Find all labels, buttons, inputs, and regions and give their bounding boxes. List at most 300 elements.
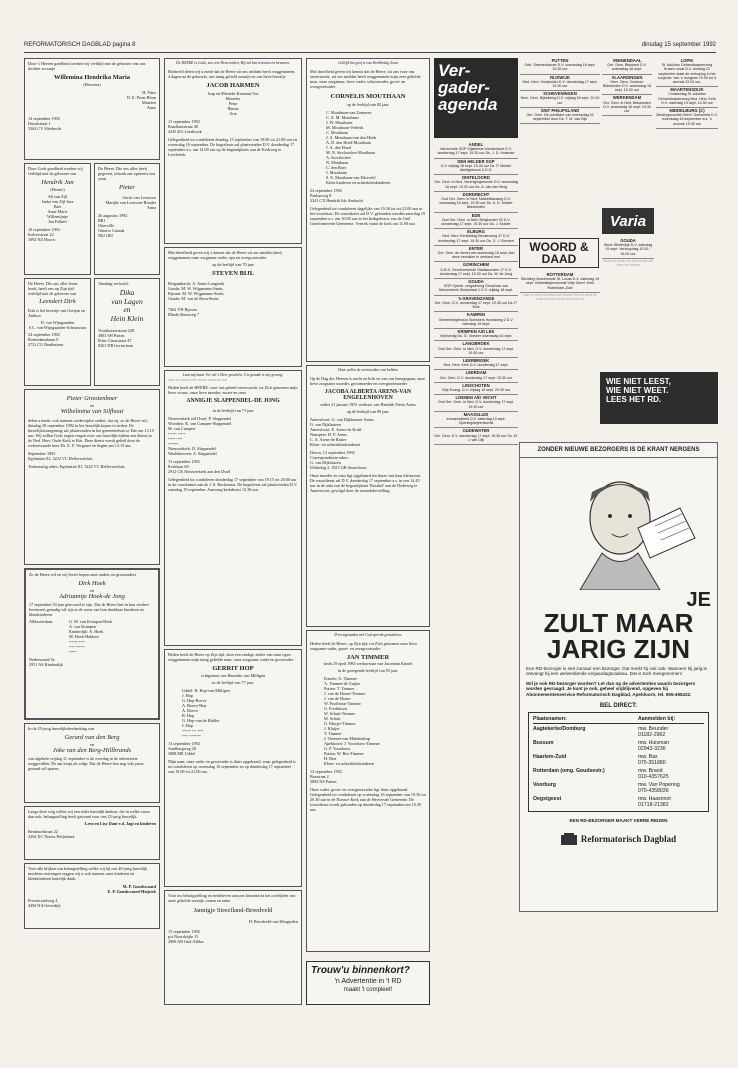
parent-line: H. Prins: [142, 89, 156, 95]
family-line: Mieneke: [225, 96, 241, 101]
family-line: Anna: [146, 204, 156, 210]
thanks-text: Langs deze weg willen wij een ieder hartelijk danken, die in welke vorm dan ook, belangstelling heeft getoond voor ons 25-jarig huwelijk.: [28, 809, 150, 819]
obituary-details: Gelegenheid tot condoleren dagelijks van 19.30 tot tot 21.00 uur in het woonhuis. De rouwdienst zal D.V. gehouden worden zaterdag 19 september a.s. om 10.00 uur in het kerkgebouw van de Oud Gereformeerde Gemeente. Vertrek vanaf de kerk om 11.00 uur.: [310, 206, 426, 226]
birth-nickname: (Henrie): [50, 186, 65, 192]
ad-headline-line: ZULT MAAR: [543, 608, 694, 638]
address-line: 3363 CV Sliedrecht: [28, 125, 62, 131]
address-line: Correspondentie-adres:: [310, 454, 350, 460]
address-line: 7462 VH Rijssen: [168, 306, 197, 312]
agenda-entry: [520, 75, 600, 92]
obituary-quote: Laat mij maar Uw wil o Heer geschiën, Uw genade is mij genoeg.: [182, 373, 284, 377]
obituary-arens: [306, 365, 430, 627]
agenda-place: KRIMPEN A/D LEK: [457, 328, 495, 334]
obituary-details: Onze vader, groot- en overgrootvader ligt thuis opgebaard. Gelegenheid tot condoleren op woensdag 16 september van 19.30 tot 20.30 uur in de Nieuwe Kerk aan de Herversde Gemeente. De rouwdienst wordt gehouden op donderdag 17 september om 10.30 uur.: [310, 787, 426, 812]
agenda-place: LEERBROEK: [462, 357, 490, 363]
agenda-entry: [434, 329, 518, 341]
address-line: Prins Clausstraat 47: [98, 338, 132, 343]
agenda-entry: [602, 75, 652, 96]
obituary-timmer: [306, 630, 430, 952]
row-phone: 070-4358036: [638, 788, 669, 795]
obituary-steven-bijl: [164, 247, 302, 367]
birth-name: Pieter: [119, 184, 135, 191]
agenda-details: Ned. Herv. Oostpolder D.V. donderdag 17 sept. 19.30 uur: [522, 79, 598, 89]
obituary-date: 12 september 1992: [310, 769, 342, 774]
obituary-text: Met droefheid geven wij kennis dat de Heere, tot ons voor ons onverwacht, uit ons midden heeft weggenomen mijn zeer geliefde man, onze zorgzame, lieve vader, schoonvader, groot- en overgrootvader: [310, 68, 421, 89]
family-line: J. A. Mouthaan-van den Hoek: [326, 135, 377, 140]
family-line: Apeldoorn: J. Voordouw-Timmer: [324, 741, 380, 746]
family-line: Waddinxveen: A. Slappendel: [168, 450, 217, 456]
correction-text: van algehele vrijdag 11 september is de overdag in de advertentie weggevallen. De am loopt als volgt: Dat de Heere hen nog vele jaren gezond wil sparen.: [28, 756, 144, 771]
engagement-announcement: [94, 278, 160, 386]
family-line: Putten: T. Timmer: [324, 686, 355, 691]
row-contact: mw. Van Popering: [638, 782, 680, 789]
agenda-details: Ger. Gem. D.V. donderdag 17 sept. 19.30 uur Ds. M. J. van Dijk: [434, 433, 518, 442]
page-header: [24, 42, 716, 53]
trouw-advertisement: [306, 961, 430, 1005]
correction-intro: In de 25-jarig huwelijksherdenking van: [28, 726, 95, 731]
agenda-entry: [434, 279, 518, 296]
banner-line: LEES HET RD.: [606, 395, 662, 404]
birth-intro: De Heere, Die ons aller leven heeft, heeft ons op Zijn tijd verblijd met de geboorte van: [28, 281, 78, 296]
obituary-details: Gelegenheid tot condoleren dinsdag 15 september van 19.00 tot 21.00 uur en woensdag 16 september. De begrafenis zal plaatsvinden D.V. donderdag 17 september a.s. om 14.00 uur op de begraafplaats aan de Kerkweg te Leerbroek.: [168, 137, 297, 157]
family-line: H. Bert: [324, 756, 337, 761]
family-line: J. Kluijer: [324, 726, 340, 731]
column-1: [24, 58, 160, 932]
agenda-place: GOUDA: [620, 238, 636, 243]
family-line: W. Poolthaus-Timmer: [324, 701, 361, 706]
family-line: Arie: [229, 111, 237, 116]
trouw-title: Trouw'u binnenkort?: [311, 965, 410, 976]
page-header-right: dinsdag 15 september 1992: [641, 42, 716, 48]
obituary-details: Onze moeder en oma ligt opgebaard ten huize van haar kleinzoon. De rouwdienst zal D.V. donderdag 17 september a.s. in een 14.45 uur in de aula van de begraafplaats 'Rusthof' aan de Dodeweg te Amersfoort, gevolgd door de teraardebestelling.: [310, 472, 422, 493]
agenda-details: Zendingscomité Geref. Gemeente D.V. woensdag 16 september a.s. 's avonds 19.30 uur: [656, 113, 718, 126]
address-line: 3882 NS Putten: [310, 779, 337, 784]
agenda-details: Vrije Evang. D.V. vrijdag 18 sept. 20.00 uur: [441, 387, 511, 392]
family-line: Gouda: M. van de Born-Smits: [168, 295, 219, 301]
husband-name: Gerard van den Berg: [64, 734, 120, 741]
family-line: Anne Marie: [47, 208, 68, 214]
ad-body: Een RD-bezorger is niet zomaar een bezorger. Dat merkt hij ook ook. Wanneer hij jarig is ontvangt hij een welverdiende verjaardagscadeau. Dat is toch meegenomen!: [526, 666, 707, 677]
banner-line: WIE NIET LEEST,: [606, 377, 671, 386]
family-line: M. Mouthaan-Verberk: [326, 125, 364, 130]
bezorger-illustration: [520, 458, 717, 590]
agenda-place: KAMPEN: [466, 312, 486, 318]
deceased-name: JACOB HARMEN: [206, 81, 260, 89]
agenda-place: VLAARDINGEN: [611, 74, 643, 80]
address-line: p/a Noordzijde 15: [168, 933, 199, 939]
engaged-name: van Lagen: [111, 296, 143, 306]
agenda-details: G.B.S. Gereformeerde Stadskunsten 17 D.V. donderdag 17 sept. 19.30 uur Ds. W. de Jong: [439, 267, 513, 276]
agenda-entry: [602, 58, 652, 75]
agenda-entry: [434, 213, 518, 230]
agenda-details: Herv. Gem. Bijbelkring D.V. vrijdag 18 sept. 20.00 uur: [520, 96, 600, 105]
family-line: Uddel: H. Hop-van Milligen: [182, 687, 230, 693]
family-line: Woerden: K. van Campen-Slappendel: [168, 420, 232, 426]
agenda-place: DORDRECHT: [462, 191, 490, 197]
family-line: Bart: [53, 203, 62, 209]
row-contact: mw. Brand: [638, 768, 663, 775]
agenda-details: Contactdag St. Adullam Gehandicaptenzorg Ned. Herv. Kerk D.V. zaterdag 19 sept. 14.30 uur: [658, 92, 716, 105]
family-line: Willemijntje: [47, 213, 68, 219]
agenda-entry: [520, 108, 600, 125]
agenda-place: MAARTENSDIJK: [670, 87, 704, 93]
agenda-details: Geb. Steenenkamer D.V. woensdag 16 sept. 19.30 uur: [524, 63, 596, 72]
agenda-details: St. Adullam Gehandicaptenzorg Kraam u/ook D.V. dondag 22 september staat de verkoping in het zorghuis. Van 's morgens 10.00 tot 's avonds 22.00 uur.: [657, 63, 717, 85]
birth-announcement-2: [24, 163, 91, 275]
agenda-entry: [434, 383, 518, 395]
column-2: [164, 58, 302, 1008]
agenda-details: Hervormde SGP Gijsbertus Voerkersloot D.V. donderdag 17 sept. 19.30 uur Ds. J. D. Huisman: [437, 147, 515, 156]
table-row: [533, 740, 704, 752]
birth-date: 26 augustus 1992: [98, 212, 128, 218]
address-line: 2951 AS Kinderdijk: [29, 662, 63, 667]
agenda-details: Huize Winterdijk D.V. zaterdag 19 sept. Verkoopdag 10.00 - 16.00 uur: [603, 243, 653, 256]
family-line: J. van de Hoorn-Timmer: [324, 691, 366, 696]
anniversary-correction: [24, 723, 160, 803]
family-line: J. W. Mouthaan: [326, 120, 353, 125]
obituary-age: op de leeftijd van 82 jaar.: [346, 102, 390, 107]
bride-name: Wilhelmina van Silfhout: [60, 407, 124, 415]
parent-line: D. E. Prins-Blom: [126, 94, 156, 100]
row-place: Rotterdam (omg. Goudsestr.): [533, 768, 605, 775]
table-header-place: Plaatsnamen:: [533, 716, 567, 723]
obituary-age: in de leeftijd van 77 jaar.: [212, 679, 254, 685]
thanks-date: 15 september 1992: [168, 928, 200, 934]
agenda-entry: [520, 272, 600, 293]
family-line: Nieuwerkerk a/d IJssel: P. Slappendel: [168, 415, 232, 421]
agenda-place: SINT PHILIPSLAND: [540, 107, 580, 113]
birth-announcement-4: [24, 278, 91, 386]
family-line: Marijke van Leeuwen-Bouder: [105, 199, 156, 205]
obituary-text: Heden heeft de HEERE, voor ons geheel onverwacht, tot Zich genomen mijn lieve vrouw, onze lieve moeder, zuster en oma: [168, 385, 298, 395]
address-line: Duvalstraat 1: [28, 120, 51, 126]
row-phone: 01718-21382: [638, 802, 669, 809]
agenda-entry: [656, 108, 718, 129]
address-line: Bernhardstraat 22: [28, 829, 58, 834]
ad-contact-table: [528, 712, 709, 812]
agenda-place: ROTTERDAM: [546, 272, 574, 277]
groom-name: Pieter Grootenboer: [66, 395, 118, 402]
engaged-name: Hein Klein: [110, 313, 144, 323]
agenda-entry: [434, 192, 518, 213]
address-line: 3881 SH Putten: [98, 333, 125, 338]
address-line: 4494 NA Geersdijk: [28, 903, 61, 908]
obituary-annigje: Laat mij maar Uw wil o Heer geschiën, Uw genade is mij genoeg. ▪▪▪▪▪ ▪▪▪ ▪▪▪▪▪▪▪ ▪▪▪▪ ▪▪▪▪▪▪▪ ▪▪▪▪▪▪ ▪▪▪ ▪▪▪▪ Heden heeft de HEERE, voor ons geheel onverwacht, tot Zich genomen mijn lieve vrouw, onze lieve moeder, zuster en oma ANNIGJE SLAPPENDEL-DE JONG in de leeftijd van 71 jaar Nieuwerkerk a/d IJssel: P. Slappendel Woerden: K. van Campen-Slappendel M. van Campen ▪▪▪▪▪▪ ▪▪▪▪▪ ▪▪▪▪▪ ▪▪▪▪ ▪▪▪▪▪▪▪ Nieuwerkerk: D. Slappendel Waddinxveen: A. Slappendel 13 september 1992 Kerklaan 60 2912 CK Nieuwerkerk aan den IJssel Gelegenheid tot condoleren donderdag 17 september van 19.15 tot 20.00 uur in de rouwkamer aan de J. S. Bachstraat. De begrafenis zal plaatsvinden D.V. zaterdag 19 september. Aanvang kerkdienst 13.30 uur.: [164, 370, 302, 646]
agenda-details: Oud Ger. Gem. in Ned. D.V. donderdag 17 sept. 19.30 uur: [437, 346, 515, 355]
family-line: J. Hop: [182, 722, 193, 728]
agenda-place: LINSCHOTEN: [462, 382, 490, 388]
agenda-entry: [434, 412, 518, 429]
family-line: W. Schuit-Timmer: [324, 711, 356, 716]
family-line: T. Timmer: [324, 731, 342, 736]
family-line: M. van Campen: [168, 425, 195, 431]
agenda-place: RIJSWIJK: [550, 74, 570, 80]
ad-slogan: EEN RD-BEZORGER MAAKT VERRE REIZEN: [569, 818, 668, 824]
agenda-details: Ger. Gem. D.V. donderdag 17 sept. 19.30 uur: [439, 375, 513, 380]
agenda-title-line: agenda: [438, 95, 498, 114]
agenda-place: SCHEVENINGEN: [543, 91, 577, 97]
rd-logo-icon: [561, 833, 577, 845]
agenda-details: Ger. Gem. D.V. donderdag 17 sept. 19.45 uur Ds. P. Blok: [434, 300, 518, 310]
family-line: Gouda: M. W. Wijgmanns-Smits: [168, 285, 223, 291]
banner-line: WIE NIET WEET.: [606, 386, 669, 395]
agenda-details: Ned. Herv. Kerkbidtag Beukenweg 37 D.V. donderdag 17 sept. 19.30 uur Ds. G. J. Boonen: [438, 234, 514, 243]
family-line: S. E. Mouthaan-van Eikeveld: [326, 175, 376, 180]
agenda-entry: [434, 262, 518, 279]
row-contact: mw. Huisman: [638, 740, 670, 747]
woord-en-daad-logo: WOORD & DAAD: [519, 238, 599, 268]
agenda-details: SGP Openb. vergadering Gesal kan van Nieuwerkerk Stolpstraat 1 D.V. vrijdag 18 sept.: [438, 284, 514, 293]
table-row: [533, 768, 704, 780]
obituary-date: 13 september 1992: [168, 119, 200, 124]
deceased-sub: echtgenoot van Hanneke van Milligen: [201, 672, 265, 678]
agenda-place: ANDEL: [468, 142, 484, 147]
birth-name: Hendrik Jan: [41, 179, 74, 186]
agenda-column-b: [520, 58, 600, 124]
row-place: Haarlem-Zuid: [533, 754, 567, 761]
family-line: C. Mouthaan-van Zomeren: [326, 110, 372, 115]
address-line: Kerklaan 60: [168, 463, 189, 469]
address-line: Blinde Bastiweg 7: [168, 311, 199, 317]
obituary-date: 14 september 1992: [168, 740, 200, 746]
address-line: Otterville: [98, 222, 115, 228]
row-place: Voorburg: [533, 782, 556, 789]
agenda-title-line: gader-: [438, 78, 490, 97]
birth-date: 14 september 1992: [28, 115, 60, 121]
agenda-entry: [434, 142, 518, 159]
agenda-entry: [602, 95, 652, 116]
family-line: A. Boeve-Hop: [182, 702, 207, 708]
agenda-place: DEN HELDER SGP: [457, 158, 495, 164]
obituary-text: Heden heeft de Heere op Zijn tijd, door een eindige ziekte van onze ogen weggenomen mijn innig geliefde man, onze zorgzame vader en grootvader: [168, 652, 294, 662]
thanks-names: Leen en Lisy Dam-v.d. Jagt en kinderen: [84, 821, 156, 826]
agenda-column-c: [656, 58, 718, 129]
agenda-entry: [602, 238, 654, 259]
obituary-text: Bedroefd delen wij u mede dat de Heere uit ons midden heeft weggenomen, 4 dagen na de geboorte, ons innig geliefd zoontje en ons lieve broertje: [168, 68, 296, 79]
obituary-gerrit-hop: Heden heeft de Heere op Zijn tijd, door een eindige ziekte van onze ogen weggenomen mijn innig geliefde man, onze zorgzame vader en grootvader GERRIT HOP echtgenoot van Hanneke van Milligen in de leeftijd van 77 jaar. Uddel: H. Hop-van Milligen J. Hop G. Hop-Boeve A. Boeve-Hop A. Boeve B. Hop G. Hop-van de Ridder J. Hop ▪▪▪▪▪▪ ▪▪▪ ▪▪▪▪ ▪▪▪▪ ▪▪▪▪▪▪▪▪ 14 september 1992 Aardbergweg 28 3888 ME Uddel Mijn man, onze vader en grootvader is thuis opgebaard, waar gelegenheid is tot condoleren op woensdag 16 september en op donderdag 17 september van 19.00 tot 21.00 uur.: [164, 649, 302, 887]
wedding-announcement: [24, 389, 160, 565]
anniversary-text: 17 september 50 jaar getrouwd te zijn. Dat de Heere hen in hun verdere levensreis genadig wil zijn is de wens van hun dankbare kinderen en kleinkinderen.: [29, 602, 149, 617]
thanks-signed: H. Breedveld-van Wingerden: [248, 918, 298, 924]
agenda-place: OUDEWATER: [462, 428, 490, 434]
engagement-pre: Vandaag verloofd:: [98, 281, 129, 286]
birth-sub: Erik is het broertje van Gertjan en Anthon.: [28, 307, 85, 318]
agenda-entry: [434, 341, 518, 358]
deceased-name: ANNIGJE SLAPPENDEL-DE JONG: [186, 398, 280, 404]
agenda-entry: [520, 91, 600, 108]
address-line: 3341 CX Hendrik Ido Ambacht: [310, 198, 363, 203]
deceased-name: STEVEN BIJL: [211, 270, 255, 277]
obituary-mouthaan: [306, 58, 430, 362]
address-line: 4245 KG Leerbroek: [168, 129, 202, 134]
agenda-details: Ned. Herv. Kerk D.V. donderdag 17 sept.: [443, 363, 509, 368]
agenda-details: Gemeentegebouw Sionskerk Hondsweg 2 D.V. zaterdag 19 sept.: [438, 317, 514, 326]
address-line: 2731 CG Benthuizen: [28, 341, 64, 347]
address-line: Winkelag 2, 3815 GB Amersfoort: [310, 464, 367, 470]
agenda-details: D.V. vrijdag 18 sept. 19.30 uur Ds. P. Mulder Jachtgebouw 0.O.G.: [440, 163, 512, 173]
obituary-details: Mijn man, onze vader en grootvader is thuis opgebaard, waar gelegenheid is tot condoleren op woensdag 16 september en op donderdag 17 september van 19.00 tot 21.00 uur.: [168, 758, 296, 774]
agenda-entry: [434, 296, 518, 313]
agenda-entry: [434, 246, 518, 263]
agenda-details: Oud Ger. Gem. in Ned. Marketstauweg D.V. woensdag 16 sept. 19.30 uur Ds. A. D. Mulder Bidstonden: [439, 197, 513, 210]
agenda-place: LOENEN A/D VECHT: [455, 395, 497, 401]
family-line: Janke van Zijl-Jara: [41, 198, 74, 204]
agenda-place: MIDDELBURG (C): [669, 108, 705, 114]
wedding-address: Egelantier 81, 3222 VC Hellevoetsluis: [28, 456, 93, 461]
family-line: M. Hoek-Hakkert: [69, 634, 99, 639]
birth-name: Leendert Dirk: [39, 298, 76, 305]
wife-name: Joke van den Berg-Hillbrands: [52, 746, 132, 754]
birth-intro: Door 's Heeren goedheid werden wij verblijd met de geboorte van ons dochter en zusje: [28, 61, 146, 71]
family-line: N. Mouthaan: [326, 160, 349, 165]
agenda-entry: [434, 312, 518, 329]
wife-name: Adriaantje Hoek-de Jong: [59, 592, 125, 600]
agenda-details: Oud Ger. Gem. in Ned. D.V. donderdag 17 sept. 19.30 uur: [437, 400, 515, 409]
obituary-quote: Geliefd het graf is van Kerkbodig Jezus: [337, 61, 399, 65]
family-line: S.C. van Wijngaarden-Schouwstra: [28, 324, 87, 330]
agenda-details: Immanuelkerk D.V. zaterdag 19 sept. Openingsbijeenkomst: [446, 416, 506, 426]
family-line: J. Mouthaan: [326, 170, 347, 175]
obituary-text: Heden heeft de Heere, op Zijn tijd, tot Zich genomen onze lieve zorgzame vader, groot- en overgrootvader: [310, 640, 418, 651]
address-line: Kalverstraat 22: [28, 231, 54, 237]
agenda-entry: [434, 370, 518, 382]
family-line: Ab van Zijl: [47, 193, 68, 199]
conjunction: en: [90, 587, 94, 593]
family-line: Putten: W. Bos-Timmer: [324, 751, 364, 756]
agenda-place: VEENENDAAL: [612, 58, 642, 63]
address-line: G. van Dijkhuizen: [310, 459, 341, 465]
wedding-text: delen u mede, ook namens wederzijdse ouders, dat zij, zo de Heere wil, dinsdag 29 september 1992 in het huwelijk hopen te treden. De huwelijksinzegening zal plaatsvinden in het gemeentehuis te Ede om 13.15 uur. Wij willen Gods zegen vragen over ons huwelijk tijdens een dienst in de Ned. Herv. Oude Kerk te Ede. Deze dienst wordt geleid door de weleerwaarde heer Ds. E. F. Vergunst en begint om 14.15 uur.: [28, 418, 154, 448]
birth-announcement-1: [24, 58, 160, 160]
family-line: M. N. Stockstoker-Mouthaan: [326, 150, 375, 155]
family-line: A. D. den Hoed-Mouthaan: [326, 140, 371, 145]
agenda-details: Ger. Gem. in Ned. Verenigingsruimte D.V. woensdag 16 sept. 19.30 uur Ds. A. van den Berg: [434, 180, 518, 189]
family-line: Bergambacht: A. Smits-Langerak: [168, 280, 225, 286]
obituary-age: in de gezegende leeftijd van 93 jaar.: [337, 668, 399, 673]
ad-headline-line: JE: [686, 589, 711, 611]
ad-call-heading: BEL DIRECT:: [599, 703, 638, 710]
conjunction: en: [90, 402, 94, 408]
family-line: G. P. Voordouw: [324, 746, 351, 751]
family-line: Jan Folkert: [48, 218, 67, 224]
family-line: Jaap en Mieneke Koeman-Vos: [207, 91, 259, 96]
place-label: Alblasserdam:: [29, 619, 54, 624]
engaged-name: Dika: [119, 288, 135, 297]
row-phone: 01182-2962: [638, 732, 666, 739]
table-row: [533, 754, 704, 766]
obituary-details: Gelegenheid tot condoleren donderdag 17 september van 19.15 tot 20.00 uur in de rouwkamer aan de J. S. Bachstraat. De begrafenis zal plaatsvinden D.V. zaterdag 19 september. Aanvang kerkdienst 13.30 uur.: [168, 476, 298, 492]
family-line: J. A. den Hoed: [326, 145, 351, 150]
birth-intro: De Heere, Die ons alles heeft gegeven, schonk ons opnieuw een zoon: [98, 166, 156, 181]
husband-name: Dirk Hoek: [78, 580, 106, 587]
address-line: 1092 NZ Hoorn: [28, 236, 55, 242]
row-phone: 02943-3236: [638, 746, 666, 753]
agenda-entry: [656, 58, 718, 87]
family-line: G. Kluijer-Timmer: [324, 721, 356, 726]
parent-line: Maarten: [142, 99, 156, 105]
agenda-place: MAASSLUIS: [463, 411, 489, 417]
agenda-details: Stichting IJsselmonde St. Lucas D.V. zaterdag 19 sept. Gebedsbijeenkomst Vrije Geref. Kerk Rotterdam-Zuid: [520, 277, 600, 290]
deceased-sub: sinds 29 april 1984 weduwnaar van Jacomina Knotel: [323, 661, 413, 666]
obituary-quote: De HEERE is Gods, zoo wie Hem zoeken, Hij zal hen troosten en bewaren.: [176, 61, 290, 65]
family-line: Bijsum: M. W. Wijgmanns-Smits: [168, 290, 224, 296]
table-row: [533, 796, 704, 808]
agenda-place: LANGBROEK: [462, 341, 490, 347]
family-line: Nieuwerkerk: D. Slappendel: [168, 445, 216, 451]
column-3: [306, 58, 430, 955]
conjunction: en: [90, 741, 94, 747]
agenda-column-b2: ROTTERDAM Stichting IJsselmonde St. Lucas D.V. zaterdag 19 sept. Gebedsbijeenkomst Vrije Geref. Kerk Rotterdam-Zuid ▪▪▪▪▪ ▪▪▪ ▪▪▪▪▪▪ ▪▪▪▪ ▪▪▪▪▪▪ ▪▪▪▪ ▪▪▪▪▪▪▪▪ ▪▪▪▪ ▪▪▪▪ ▪▪▪▪▪▪ ▪▪▪ ▪▪▪▪▪▪ ▪▪▪▪ ▪▪▪▪▪ ▪▪▪▪▪▪▪ ▪▪▪ ▪▪▪▪▪▪ ▪▪▪▪: [520, 272, 600, 301]
engaged-name: en: [123, 305, 131, 314]
family-line: A. Timmer-de Guijter: [324, 681, 361, 686]
rd-banner: [600, 372, 718, 424]
address-line: Aardbergweg 28: [168, 745, 196, 751]
family-line: J. Timmer-van Middendorp: [324, 736, 371, 741]
address-line: 8261 DB Gorinchem: [98, 343, 134, 348]
agenda-details: Ger. Gem. Bidstond D.V. woensdag 16 sept.: [607, 63, 647, 72]
varia-logo: Varia: [602, 208, 654, 234]
anniversary-announcement: Zo de Heere wil en wij leven hopen onze ouders en grootouders Dirk Hoek en Adriaantje Hoek-de Jong 17 september 50 jaar getrouwd te zijn. Dat de Heere hen in hun verdere levensreis genadig wil zijn is de wens van hun dankbare kinderen en kleinkinderen. Alblasserdam: G. M. van Krimpen-Hoek A. van Krimpen Kinderdijk: A. Hoek M. Hoek-Hakkert ▪▪▪▪▪▪ ▪▪▪▪ ▪▪▪▪ ▪▪▪▪▪▪ ▪▪▪▪▪ Nederwaard 3a 2951 AS Kinderdijk: [24, 568, 160, 720]
family-line: D. van Wijngaarden: [40, 319, 75, 325]
row-place: Aagtekerke/Domburg: [533, 726, 586, 733]
obituary-date: Doorn, 13 september 1992: [310, 449, 355, 455]
deceased-sub: sedert 21 januari 1955 weduwe van Hendrik Pieter Arens: [320, 401, 416, 407]
address-line: Raadhuisstraat 38: [168, 124, 198, 129]
birth-date: 24 september 1992: [28, 331, 60, 337]
birth-intro: Door Gods goedheid werden wij verblijd met de geboorte van: [28, 166, 83, 176]
obituary-age: in de leeftijd van 71 jaar: [212, 407, 254, 413]
family-line: C. A. Arens-de Ruiter: [310, 436, 347, 442]
ad-headline-line: JARIG ZIJN: [546, 634, 691, 664]
family-line: J. Hop: [182, 692, 193, 698]
address-line: N0J 1R0: [98, 232, 113, 238]
obituary-age: op de leeftijd van 89 jaar.: [346, 408, 390, 414]
family-line: Klein- en achterkleinkinderen: [324, 761, 374, 766]
address-line: 3888 ME Uddel: [168, 750, 195, 756]
agenda-place: LOPIK: [680, 58, 694, 63]
agenda-place: PUTTEN: [551, 58, 569, 63]
page-header-left: REFORMATORISCH DAGBLAD pagina 8: [24, 42, 136, 48]
agenda-place: ENTER: [468, 245, 484, 251]
agenda-details: Herv. Gem. Centrum Bidstonden D.V. woensdag 16 sept. 19.30 uur: [602, 79, 652, 93]
anniversary-intro: Zo de Heere wil en wij leven hopen onze ouders en grootouders: [29, 572, 137, 577]
table-row: [533, 726, 704, 738]
table-header-contact: Aanmelden bij:: [638, 716, 676, 723]
agenda-place: GORINCHEM: [462, 262, 490, 268]
birth-announcement-3: [94, 163, 160, 275]
agenda-details: Oud Ger. Gem. in Ned. Bergkeulen 32 D.V. donderdag 17 sept. 19.30 uur Ds. J. Mulder: [441, 217, 511, 227]
rd-bezorger-advertisement: [519, 442, 718, 912]
birth-date: 10 september 1992: [28, 226, 60, 232]
family-line: Hanna: [227, 106, 239, 111]
deceased-name: JACOBA ALBERTA ARENS-VAN ENGELENHOVEN: [324, 388, 412, 402]
ad-top-line: ZONDER NIEUWE BEZORGERS IS DE KRANT NERGENS: [520, 443, 717, 458]
thanks-name: M. P. Goudswaard: [122, 884, 156, 889]
agenda-place: GOUDA: [468, 279, 484, 285]
birth-name: Willemina Hendrika Maria: [53, 74, 131, 81]
deceased-name: JAN TIMMER: [346, 653, 390, 661]
family-line: Amersfoort: G. van Dijkhuizen-Arens: [310, 416, 374, 422]
agenda-details: Ger. Gem. De predikant van woensdag 16 september door Ds. T. M. van Dijk: [526, 113, 594, 122]
agenda-entry: [434, 229, 518, 246]
table-row: [533, 782, 704, 794]
agenda-place: 's-GRAVENZANDE: [457, 295, 495, 301]
agenda-place: ELBURG: [467, 229, 485, 235]
thanks-name: E. P. Goudswaard-Heijstek: [107, 889, 156, 894]
address-line: Rotterdamsbaan 9: [28, 336, 59, 342]
agenda-details: Ger. Gem. de dienst van woensdag 16 sept. kan deze vervallen in verband met: [437, 251, 515, 260]
family-line: Kinderdijk: A. Hoek: [69, 629, 104, 634]
